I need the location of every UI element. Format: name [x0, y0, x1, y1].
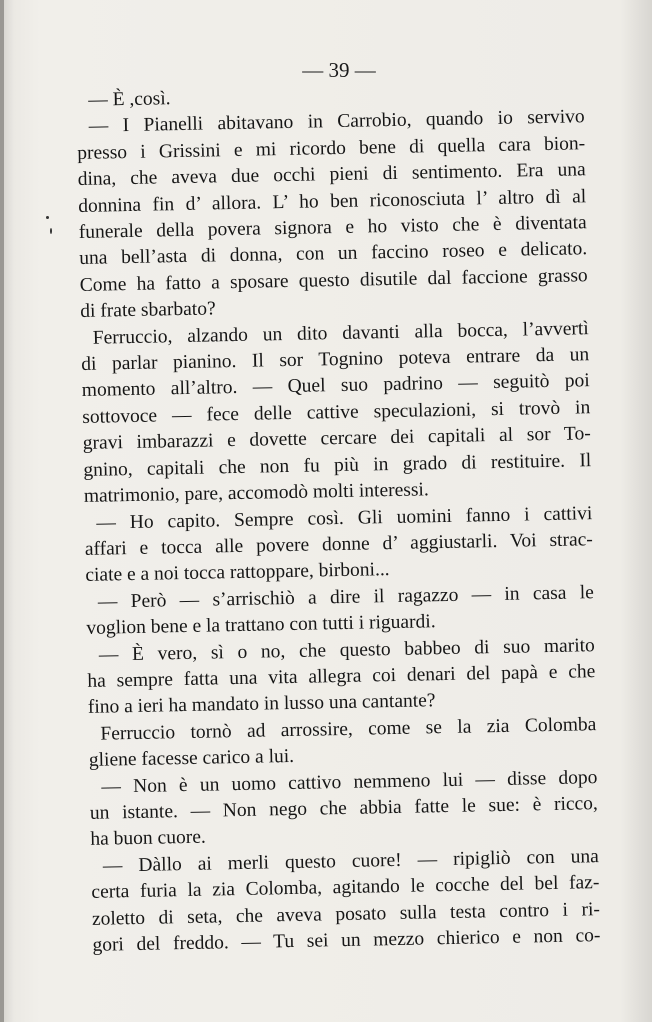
- text-line: donnina fin d’ allora. L’ ho ben riconosciuta l’ altro dì al: [78, 185, 587, 217]
- text-line: gnino, capitali che non fu più in grado di restituire. Il: [83, 449, 592, 481]
- print-speck: [46, 216, 49, 219]
- text-line: zoletto di seta, che aveva posato sulla testa contro i ri-: [91, 898, 601, 930]
- page-number: — 39 —: [302, 58, 376, 82]
- text-line: di frate sbarbato?: [80, 298, 216, 323]
- text-line: funerale della povera signora e ho visto che è diventata: [78, 212, 587, 244]
- text-line: — I Pianelli abitavano in Carrobio, quando io servivo: [88, 106, 585, 138]
- page-edge-shadow: [0, 0, 4, 1022]
- text-line: affari e tocca alle povere donne d’ aggiustarli. Voi strac-: [84, 529, 593, 560]
- body-text: [76, 78, 601, 959]
- text-line: Ferruccio, alzando un dito davanti alla bocca, l’avvertì: [92, 317, 589, 349]
- text-line: dina, che aveva due occhi pieni di sentimento. Era una: [77, 159, 586, 191]
- text-line: matrimonio, pare, accomodò molti interessi.: [83, 479, 429, 508]
- text-line: — È ,così.: [88, 88, 171, 111]
- print-speck: [50, 228, 52, 234]
- text-line: — Dàllo ai merli questo cuore! — ripigliò con una: [102, 845, 600, 877]
- text-line: — Non è un uomo cattivo nemmeno lui — disse dopo: [101, 766, 598, 798]
- text-line: un istante. — Non nego che abbia fatte le sue: è ricco,: [89, 793, 599, 824]
- text-line: ciate e a noi tocca rattoppare, birboni...: [85, 559, 390, 587]
- text-line: ha sempre fatta una vita allegra coi denari del papà e che: [87, 661, 596, 692]
- text-line: sottovoce — fece delle cattive speculazioni, si trovò in: [82, 397, 591, 428]
- text-line: — È vero, sì o no, che questo babbeo di suo marito: [98, 634, 595, 666]
- text-line: una bell’asta di donna, con un faccino roseo e delicato.: [79, 238, 588, 270]
- text-line: fino a ieri ha mandato in lusso una cantante?: [87, 690, 436, 719]
- text-line: momento all’altro. — Quel suo padrino — seguitò poi: [81, 370, 590, 402]
- text-line: gravi imbarazzi e dovette cercare dei capitali al sor To-: [82, 423, 591, 455]
- text-line: ha buon cuore.: [90, 827, 206, 851]
- text-line: gori del freddo. — Tu sei un mezzo chierico e non co-: [92, 925, 601, 956]
- text-line: certa furia la zia Colomba, agitando le cocche del bel faz-: [91, 872, 600, 904]
- text-line: — Però — s’arrischiò a dire il ragazzo — in casa le: [97, 581, 594, 613]
- text-line: di parlar pianino. Il sor Tognino poteva entrare da un: [81, 344, 590, 376]
- text-line: Ferruccio tornò ad arrossire, come se la zia Colomba: [100, 713, 597, 745]
- text-line: — Ho capito. Sempre così. Gli uomini fanno i cattivi: [96, 502, 593, 534]
- text-line: gliene facesse carico a lui.: [88, 746, 295, 772]
- text-line: presso i Grissini e mi ricordo bene di quella cara bion-: [77, 133, 586, 164]
- text-line: voglion bene e la trattano con tutti i riguardi.: [86, 611, 436, 640]
- text-line: Come ha fatto a sposare questo disutile dal faccione grasso: [79, 265, 588, 296]
